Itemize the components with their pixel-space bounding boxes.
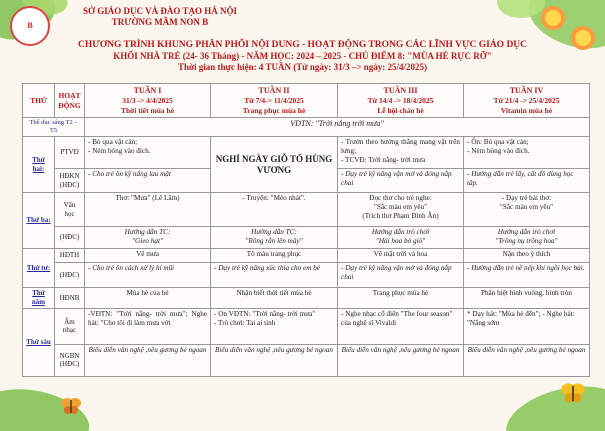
table-cell: - Nghe nhạc cổ điển "The four season" của nghệ sĩ Vivaldi <box>338 308 464 344</box>
table-cell: Hướng dẫn trò chơi "Hái hoa bỏ giỏ" <box>338 227 464 249</box>
activity-code: HĐTH <box>55 249 85 263</box>
header-week-4: TUẦN IV Từ 21/4 -> 25/4/2025 Vitamin mùa hè <box>464 84 590 118</box>
leaf-decoration <box>500 375 605 431</box>
activity-code: (HĐC) <box>55 263 85 288</box>
table-row <box>23 344 590 376</box>
activity-code: HĐNB <box>55 288 85 309</box>
table-cell: Nhận biết thời tiết mùa hè <box>211 288 338 309</box>
table-cell: Vẽ mưa <box>85 249 211 263</box>
school-logo: B <box>10 6 50 46</box>
activity-code: (HĐC) <box>55 227 85 249</box>
table-row <box>23 227 590 249</box>
header-activity: HOẠT ĐỘNG <box>55 84 85 118</box>
table-row <box>23 288 590 309</box>
flower-icon <box>545 10 561 26</box>
table-cell: Biểu diễn văn nghệ ,nêu gương bé ngoan <box>338 344 464 376</box>
header-week-3: TUẦN III Từ 14/4 -> 18/4/2025 Lễ hội chào hè <box>338 84 464 118</box>
table-cell: Nặn theo ý thích <box>464 249 590 263</box>
table-row <box>23 137 590 169</box>
table-cell: Biểu diễn văn nghệ ,nêu gương bé ngoan <box>85 344 211 376</box>
morning-label: Thể dục sáng T2 – T5 <box>23 118 85 137</box>
day-thursday: Thứ năm <box>23 288 55 309</box>
table-row <box>23 193 590 227</box>
table-cell: - Cho trẻ ôn cách xử lý hỉ mũi <box>85 263 211 288</box>
table-cell: Trang phục mùa hè <box>338 288 464 309</box>
table-cell: - Cho trẻ ôn kỹ năng lau mặt <box>85 169 211 193</box>
header-week-2: TUẦN II Từ 7/4-> 11/4/2025 Trang phục mùa hè <box>211 84 338 118</box>
holiday-cell: NGHỈ NGÀY GIỖ TỔ HÙNG VƯƠNG <box>211 137 338 193</box>
activity-code: NGBN (HĐC) <box>55 344 85 376</box>
activity-code: Âm nhạc <box>55 308 85 344</box>
program-title: CHƯƠNG TRÌNH KHUNG PHÂN PHỐI NỘI DUNG - HOẠT ĐỘNG TRONG CÁC LĨNH VỰC GIÁO DỤC <box>77 40 528 50</box>
table-row <box>23 118 590 137</box>
day-friday: Thứ sáu <box>23 308 55 376</box>
table-row <box>23 249 590 263</box>
morning-exercise: VĐTN: "Trời nắng trời mưa" <box>85 118 590 137</box>
table-cell: Vẽ mặt trời và hoa <box>338 249 464 263</box>
table-row <box>23 263 590 288</box>
table-cell: Đọc thơ cho trẻ nghe: "Sắc màu em yêu" (Trích thơ Phạm Đình Ân) <box>338 193 464 227</box>
table-cell: Hướng dẫn TC: "Gieo hạt" <box>85 227 211 249</box>
butterfly-icon <box>60 395 82 417</box>
table-cell: Hướng dẫn TC: "Rồng rắn lên mây" <box>211 227 338 249</box>
school-name: TRƯỜNG MẦM NON B <box>111 17 209 27</box>
table-cell: - Dạy trẻ kỹ năng vận mở và đóng nắp chai <box>338 263 464 288</box>
table-cell: Hướng dẫn trò chơi "Trồng nụ trồng hoa" <box>464 227 590 249</box>
table-cell: - Bò qua vật cản; - Ném bóng vào đích. <box>85 137 211 169</box>
table-cell: - Dạy trẻ bài thơ: "Sắc màu em yêu" <box>464 193 590 227</box>
activity-code: PTVĐ <box>55 137 85 169</box>
table-row <box>23 308 590 344</box>
table-cell: Biểu diễn văn nghệ ,nêu gương bé ngoan <box>211 344 338 376</box>
table-cell: - Dạy trẻ kỹ năng xúc thìa cho em bé <box>211 263 338 288</box>
butterfly-icon <box>560 380 586 406</box>
table-cell: - Dạy trẻ kỹ năng vận mở và đóng nắp chai <box>338 169 464 193</box>
table-cell: Biểu diễn văn nghệ ,nêu gương bé ngoan <box>464 344 590 376</box>
day-tuesday: Thứ ba: <box>23 193 55 249</box>
table-cell: Thơ: "Mưa" (Lê Lâm) <box>85 193 211 227</box>
table-cell: Tô màu trang phục <box>211 249 338 263</box>
duration: Thời gian thực hiện: 4 TUẦN (Từ ngày: 31/3 –> ngày: 25/4/2025) <box>177 62 428 72</box>
schedule-table <box>22 83 590 377</box>
table-cell: - Ôn: Bò qua vật cản; - Ném bóng vào đích. <box>464 137 590 169</box>
table-cell: Mùa hè của bé <box>85 288 211 309</box>
table-cell: -VĐTN: "Trời nắng- trời mưa"; Nghe hát: "Cho tôi đi làm mưa với <box>85 308 211 344</box>
table-cell: Phân biệt hình vuông, hình tròn <box>464 288 590 309</box>
activity-code: Văn học <box>55 193 85 227</box>
table-cell: * Dạy hát: "Mùa hè đến"; - Nghe hát: "Nắng sớm <box>464 308 590 344</box>
table-header-row <box>23 84 590 118</box>
block-title: KHỐI NHÀ TRẺ (24- 36 Tháng) - NĂM HỌC: 2024 – 2025 - CHỦ ĐIỂM 8: "MÙA HÈ RỰC RỠ" <box>113 51 492 61</box>
activity-code: HĐKN (HĐC) <box>55 169 85 193</box>
table-cell: - On VĐTN: "Trời nắng- trời mưa" - Trò chơi: Tai ai tinh <box>211 308 338 344</box>
table-cell: - Hướng dẫn trẻ nề nếp khi ngồi học bài. <box>464 263 590 288</box>
table-cell: - Trườn theo hướng thẳng mang vật trên lưng; - TCVĐ: Trời nắng- trời mưa <box>338 137 464 169</box>
header-day: THỨ <box>23 84 55 118</box>
table-cell: - Hướng dẫn trẻ lấy, cất đồ dùng học tập. <box>464 169 590 193</box>
school-dept: SỞ GIÁO DỤC VÀ ĐÀO TẠO HÀ NỘI <box>83 6 237 16</box>
day-wednesday: Thứ tư: <box>23 249 55 288</box>
header-week-1: TUẦN I 31/3 -> 4/4/2025 Thời tiết mùa hè <box>85 84 211 118</box>
table-cell: - Truyện: "Mèo nhát". <box>211 193 338 227</box>
day-monday: Thứ hai: <box>23 137 55 193</box>
